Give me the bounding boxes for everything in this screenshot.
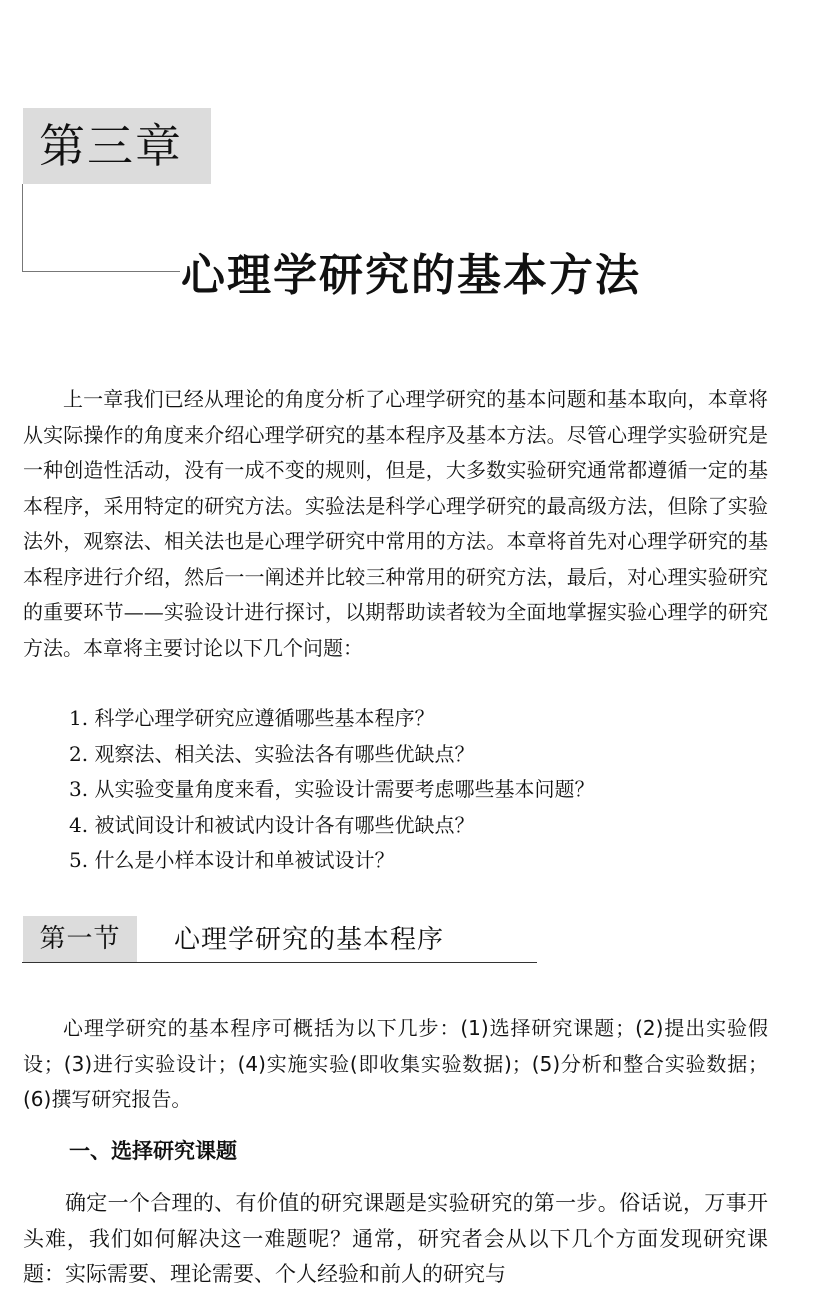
question-item: 1. 科学心理学研究应遵循哪些基本程序？ xyxy=(69,706,435,730)
chapter-frame-horizontal-line xyxy=(22,271,180,272)
question-item: 4. 被试间设计和被试内设计各有哪些优缺点？ xyxy=(69,812,475,837)
section-label: 第一节 xyxy=(23,916,137,962)
section-underline xyxy=(22,962,537,963)
intro-paragraph: 上一章我们已经从理论的角度分析了心理学研究的基本问题和基本取向，本章将从实际操作的角度来介绍心理学研究的基本程序及基本方法。尽管心理学实验研究是一种创造性活动，没有一成不变的规则，但是，大多数实验研究通常都遵循一定的基本程序，采用特定的研究方法。实验法是科学心理学研究的最高级方法，但除了实验法外，观察法、相关法也是心理学研究中常用的方法。本章将首先对心理学研究的基本程序进行介绍，然后一一阐述并比较三种常用的研究方法，最后，对心理实验研究的重要环节——实验设计进行探讨，以期帮助读者较为全面地掌握实验心理学的研究方法。本章将主要讨论以下几个问题： xyxy=(23,387,768,660)
chapter-title: 心理学研究的基本方法 xyxy=(181,250,641,301)
question-list xyxy=(69,701,769,879)
chapter-label: 第三章 xyxy=(23,108,211,184)
section-paragraph: 心理学研究的基本程序可概括为以下几步：(1)选择研究课题；(2)提出实验假设；(3)进行实验设计；(4)实施实验(即收集实验数据)；(5)分析和整合实验数据；(6)撰写研究报告。 xyxy=(23,1016,768,1111)
subsection-heading: 一、选择研究课题 xyxy=(69,1139,237,1163)
question-item: 5. 什么是小样本设计和单被试设计？ xyxy=(69,848,395,872)
question-item: 2. 观察法、相关法、实验法各有哪些优缺点？ xyxy=(69,741,475,766)
question-item: 3. 从实验变量角度来看，实验设计需要考虑哪些基本问题？ xyxy=(69,777,595,801)
section-title: 心理学研究的基本程序 xyxy=(174,925,445,955)
chapter-frame-vertical-line xyxy=(22,184,23,272)
subsection-paragraph: 确定一个合理的、有价值的研究课题是实验研究的第一步。俗话说，万事开头难，我们如何解决这一难题呢？通常，研究者会从以下几个方面发现研究课题：实际需要、理论需要、个人经验和前人的研究与 xyxy=(23,1191,768,1286)
